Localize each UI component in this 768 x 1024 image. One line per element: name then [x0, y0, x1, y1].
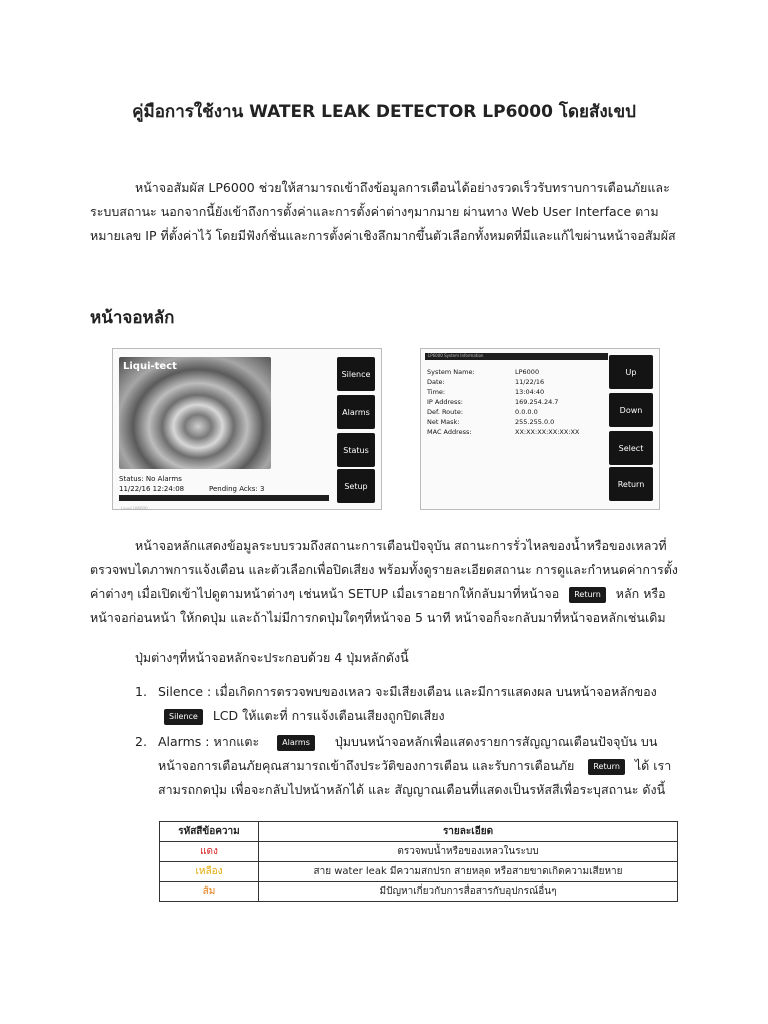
inline-alarms-button: Alarms — [277, 735, 315, 751]
info-row: Def. Route: 0.0.0.0 — [427, 408, 538, 416]
buttons-intro: ปุ่มต่างๆที่หน้าจอหลักจะประกอบด้วย 4 ปุ่มหลักดังนี้ — [135, 650, 409, 665]
alarms-button[interactable]: Alarms — [337, 395, 375, 429]
main-screen-image — [112, 348, 382, 510]
list-item-alarms — [158, 730, 708, 802]
item-text: หน้าจอการเตือนภัยคุณสามารถเข้าถึงประวัติของการเตือน และรับการเตือนภัย — [158, 758, 575, 773]
footer-bar — [119, 495, 329, 511]
item-line — [158, 704, 708, 728]
table-row — [160, 862, 678, 882]
paragraph-line: หน้าจอหลักแสดงข้อมูลระบบรวมถึงสถานะการเตือนปัจจุบัน สถานะการรั่วไหลของน้ำหรือของเหลวที่ — [135, 538, 667, 553]
item-line — [158, 754, 708, 778]
main-screen-paragraph — [90, 534, 690, 630]
info-row: System Name: LP6000 — [427, 368, 540, 376]
item-text: ได้ เรา — [634, 758, 672, 773]
intro-paragraph — [90, 176, 690, 248]
screen-header: LP6000 System Information — [425, 353, 608, 360]
info-row: Date: 11/22/16 — [427, 378, 545, 386]
list-item-silence — [158, 680, 708, 728]
item-text: LCD ให้แตะที่ การแจ้งเตือนเสียงถูกปิดเสียง — [212, 708, 445, 723]
up-button[interactable]: Up — [609, 355, 653, 389]
paragraph-line — [90, 582, 690, 606]
inline-silence-button: Silence — [164, 709, 203, 725]
system-info-list — [427, 367, 607, 437]
status-text: Status: No Alarms — [119, 475, 182, 483]
item-text: ปุ่มบนหน้าจอหลักเพื่อแสดงรายการสัญญาณเตือนปัจจุบัน บน — [334, 734, 658, 749]
datetime-text: 11/22/16 12:24:08 — [119, 485, 185, 493]
pending-acks: Pending Acks: 3 — [209, 485, 265, 493]
section-heading: หน้าจอหลัก — [90, 308, 175, 328]
color-code-cell: แดง — [160, 842, 259, 862]
setup-button[interactable]: Setup — [337, 469, 375, 503]
inline-return-button: Return — [588, 759, 625, 775]
paragraph-line: หน้าจอก่อนหน้า ให้กดปุ่ม และถ้าไม่มีการกดปุ่มใดๆที่หน้าจอ 5 นาที หน้าจอก็จะกลับมาที่หน้าจอหลักเช่นเดิม — [90, 610, 666, 625]
intro-line: หมายเลข IP ที่ตั้งค่าไว้ โดยมีฟังก์ชั่นและการตั้งค่าเชิงลึกมากขึ้นตัวเลือกทั้งหมดที่มีและแก้ไขผ่านหน้าจอสัมผัส — [90, 228, 676, 243]
silence-button[interactable]: Silence — [337, 357, 375, 391]
item-line: Silence : เมื่อเกิดการตรวจพบของเหลว จะมีเสียงเตือน และมีการแสดงผล บนหน้าจอหลักของ — [158, 684, 657, 699]
column-header: รหัสสีข้อความ — [160, 822, 259, 842]
info-row: Net Mask: 255.255.0.0 — [427, 418, 555, 426]
water-ripple-image — [119, 357, 271, 469]
item-number: 2. — [135, 734, 147, 749]
description-cell: สาย water leak มีความสกปรก สายหลุด หรือสายขาดเกิดความเสียหาย — [259, 862, 678, 882]
description-cell: ตรวจพบน้ำหรือของเหลวในระบบ — [259, 842, 678, 862]
down-button[interactable]: Down — [609, 393, 653, 427]
paragraph-text: หลัก หรือ — [615, 586, 666, 601]
status-button[interactable]: Status — [337, 433, 375, 467]
description-cell: มีปัญหาเกี่ยวกับการสื่อสารกับอุปกรณ์อื่นๆ — [259, 882, 678, 902]
logo: Liqui-tect — [123, 361, 177, 372]
item-line — [158, 730, 708, 754]
table-row — [160, 882, 678, 902]
info-row: Time: 13:04:40 — [427, 388, 545, 396]
paragraph-line: ตรวจพบไดภาพการแจ้งเตือน และตัวเลือกเพื่อปิดเสียง พร้อมทั้งดูรายละเอียดสถานะ การดูและกำหนดค่าการตั้ง — [90, 562, 678, 577]
inline-return-button: Return — [569, 587, 606, 603]
column-header: รายละเอียด — [259, 822, 678, 842]
color-code-table — [159, 821, 678, 902]
color-code-cell: ส้ม — [160, 882, 259, 902]
table-header-row — [160, 822, 678, 842]
color-code-cell: เหลือง — [160, 862, 259, 882]
page-title: คู่มือการใช้งาน WATER LEAK DETECTOR LP6000 โดยสังเขป — [132, 102, 636, 122]
return-button[interactable]: Return — [609, 467, 653, 501]
system-info-screen-image — [420, 348, 660, 510]
intro-line: หน้าจอสัมผัส LP6000 ช่วยให้สามารถเข้าถึงข้อมูลการเตือนได้อย่างรวดเร็วรับทราบการเตือนภัยและ — [135, 180, 670, 195]
info-row: MAC Address: XX:XX:XX:XX:XX:XX — [427, 428, 580, 436]
select-button[interactable]: Select — [609, 431, 653, 465]
table-row — [160, 842, 678, 862]
item-line: สามรถกดปุ่ม เพื่อจะกลับไปหน้าหลักได้ และ สัญญาณเตือนที่แสดงเป็นรหัสสีเพื่อระบุสถานะ ดังนี้ — [158, 782, 666, 797]
paragraph-text: ค่าต่างๆ เมื่อเปิดเข้าไปดูตามหน้าต่างๆ เช่นหน้า SETUP เมื่อเราอยากให้กลับมาที่หน้าจอ — [90, 586, 560, 601]
item-text: Alarms : หากแตะ — [158, 734, 260, 749]
intro-line: ระบบสถานะ นอกจากนี้ยังเข้าถึงการตั้งค่าและการตั้งค่าต่างๆมากมาย ผ่านทาง Web User Interface ตาม — [90, 204, 659, 219]
info-row: IP Address: 169.254.24.7 — [427, 398, 559, 406]
item-number: 1. — [135, 684, 147, 699]
footer-text: Level LP6000 — [121, 506, 148, 511]
